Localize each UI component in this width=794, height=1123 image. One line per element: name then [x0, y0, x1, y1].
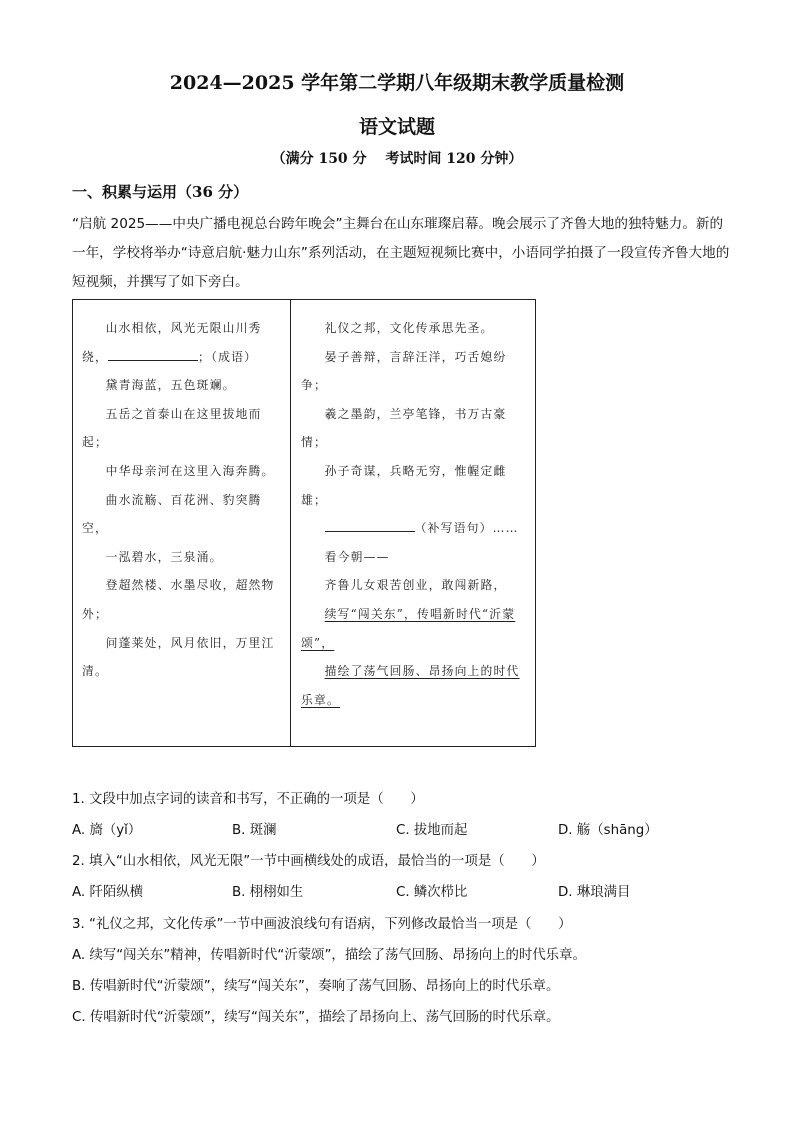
poem-line: 中华母亲河在这里入海奔腾。 [105, 463, 275, 478]
poem-line: 齐鲁儿女艰苦创业，敢闯新路， [324, 578, 507, 593]
question-3-stem: 3. “礼仪之邦，文化传承”一节中画波浪线句有语病，下列修改最恰当一项是（ ） [72, 917, 572, 932]
intro-paragraph: “启航 2025——中央广播电视总台跨年晚会”主舞台在山东璀璨启幕。晚会展示了齐鲁大地的独特魅力。新的一年，学校将举办“诗意启航·魅力山东”系列活动，在主题短视频比赛中，小语同学拍摄了一段宣传齐鲁大地的短视频，并撰写了如下旁白。 [72, 216, 730, 290]
poem-line: 礼仪之邦，文化传承思先圣。 [324, 321, 494, 335]
option: C. 鳞次栉比 [396, 885, 468, 900]
poem-line: 问蓬莱处，风月依旧，万里江清。 [82, 635, 275, 679]
subject-title: 语文试题 [358, 116, 435, 138]
option: B. 栩栩如生 [232, 885, 304, 900]
section-heading: 一、积累与运用（36 分） [72, 183, 249, 201]
table-divider [290, 300, 291, 746]
poem-line: 山水相依，风光无限山川秀绕， [82, 321, 262, 364]
poem-line: 登超然楼、水墨尽收，超然物外； [82, 578, 275, 621]
poem-line: 羲之墨韵，兰亭笔锋，书万古豪情； [301, 406, 507, 450]
wavy-underlined-line: 描绘了荡气回肠、昂扬向上的时代乐章。 [301, 664, 520, 707]
option: A. 续写“闯关东”精神，传唱新时代“沂蒙颂”，描绘了荡气回肠、昂扬向上的时代乐章。 [72, 948, 586, 963]
option: C. 传唱新时代“沂蒙颂”，续写“闯关东”，描绘了昂扬向上、荡气回肠的时代乐章。 [72, 1010, 560, 1025]
option: D. 觞（shāng） [558, 823, 658, 838]
poem-line: 晏子善辩，言辞汪洋，巧舌媳纷争； [301, 349, 507, 393]
answer-blank [108, 348, 198, 361]
poem-line: ；（成语） [198, 349, 258, 364]
question-1-stem: 1. 文段中加点字词的读音和书写，不正确的一项是（ ） [72, 792, 424, 807]
poem-line: （补写语句）…… [414, 521, 519, 536]
poem-line: 五岳之首泰山在这里拔地而起； [82, 406, 262, 450]
poem-line: 孙子奇谋，兵略无穷，惟幄定雌雄； [301, 463, 507, 507]
wavy-underlined-line: 续写“闯关东”，传唱新时代“沂蒙颂”， [301, 606, 516, 650]
narration-table [72, 299, 536, 747]
question-2-stem: 2. 填入“山水相依，风光无限”一节中画横线处的成语，最恰当的一项是（ ） [72, 854, 545, 869]
answer-blank [325, 519, 415, 532]
exam-title: 2024—2025 学年第二学期八年级期末教学质量检测 [169, 72, 625, 94]
poem-line: 曲水流觞、百花洲、豹突腾空， [82, 492, 262, 536]
narration-right-column [301, 314, 527, 714]
option: C. 拔地而起 [396, 823, 468, 838]
option: D. 琳琅满目 [558, 885, 631, 900]
poem-line: 一泓碧水，三泉涌。 [105, 549, 223, 564]
option: A. 阡陌纵横 [72, 885, 143, 900]
narration-left-column [82, 314, 282, 686]
poem-line: 黛青海蓝，五色斑斓。 [105, 378, 236, 393]
poem-line: 看今朝—— [324, 549, 390, 564]
option: A. 旖（yǐ） [72, 823, 142, 838]
exam-info: （满分 150 分 考试时间 120 分钟） [271, 151, 523, 167]
option: B. 传唱新时代“沂蒙颂”，续写“闯关东”，奏响了荡气回肠、昂扬向上的时代乐章。 [72, 979, 560, 994]
option: B. 斑澜 [232, 823, 277, 838]
